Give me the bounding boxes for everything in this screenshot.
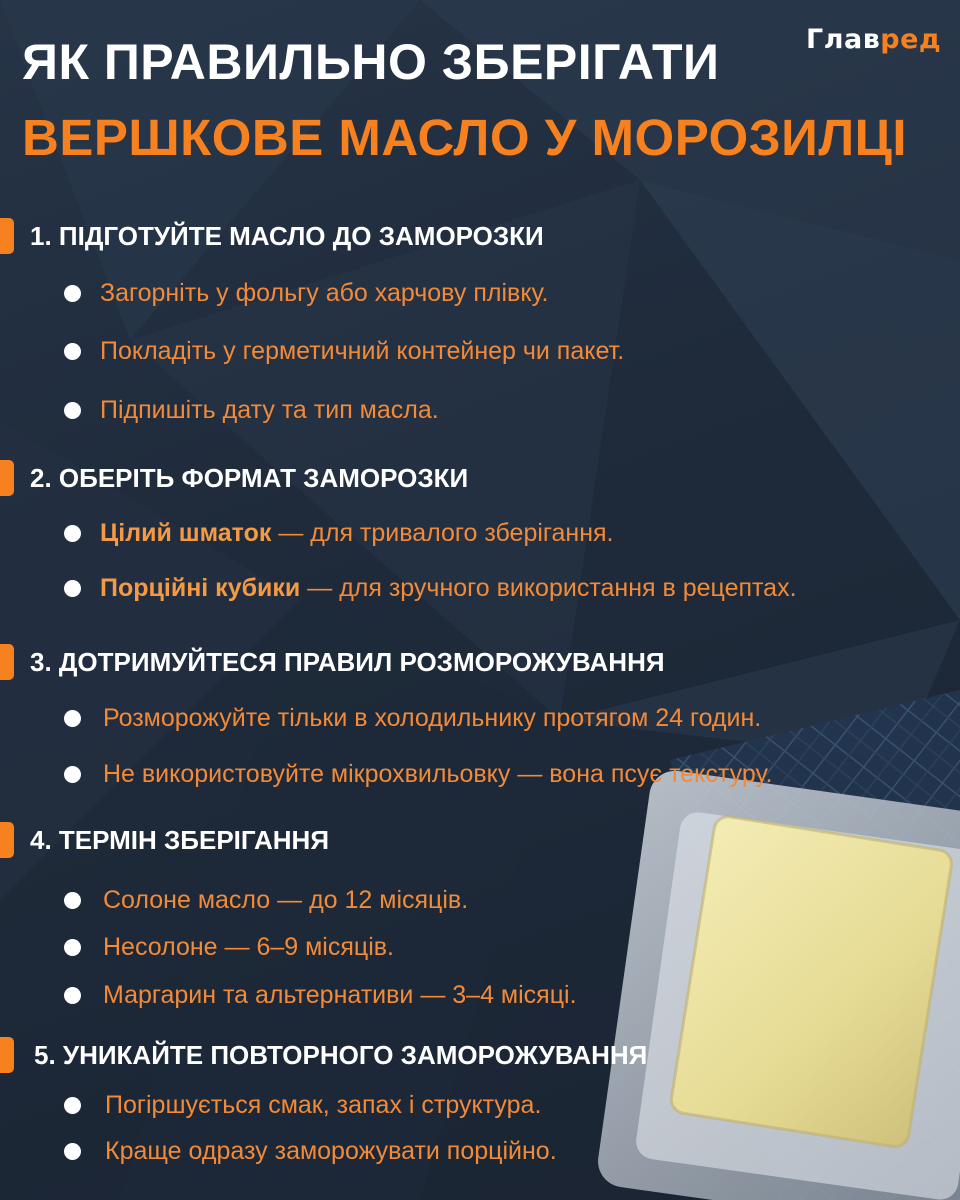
bullet-icon [64, 939, 81, 956]
section-heading: 2. ОБЕРІТЬ ФОРМАТ ЗАМОРОЗКИ [30, 463, 469, 493]
bullet-icon [64, 892, 81, 909]
list-item-text [100, 571, 797, 605]
list-item-text: Не використовуйте мікрохвильовку — вона псує текстуру. [103, 760, 773, 788]
logo-part-orange: ред [880, 24, 942, 55]
section-heading: 3. ДОТРИМУЙТЕСЯ ПРАВИЛ РОЗМОРОЖУВАННЯ [30, 647, 665, 677]
list-item-rest: — для зручного використання в рецептах. [300, 574, 797, 602]
logo-part-white: Глав [806, 24, 881, 55]
bullet-icon [64, 987, 81, 1004]
list-item-text: Розморожуйте тільки в холодильнику протягом 24 годин. [103, 704, 762, 732]
bullet-icon [64, 1097, 81, 1114]
list-item-rest: — для тривалого зберігання. [271, 519, 614, 547]
bullet-icon [64, 525, 81, 542]
list-item-text: Краще одразу заморожувати порційно. [105, 1137, 557, 1165]
section-accent-bar [0, 644, 14, 680]
list-item-text [100, 516, 614, 550]
bullet-icon [64, 710, 81, 727]
list-item-text: Погіршується смак, запах і структура. [105, 1091, 542, 1119]
section-accent-bar [0, 1037, 14, 1073]
bullet-icon [64, 402, 81, 419]
butter-block [669, 815, 953, 1149]
bullet-icon [64, 766, 81, 783]
section-accent-bar [0, 460, 14, 496]
title-line-2: ВЕРШКОВЕ МАСЛО У МОРОЗИЛЦІ [22, 109, 908, 166]
section-heading: 4. ТЕРМІН ЗБЕРІГАННЯ [30, 825, 330, 855]
list-item-text: Загорніть у фольгу або харчову плівку. [100, 279, 549, 307]
list-item-emphasis: Порційні кубики [100, 574, 301, 602]
title-line-1: ЯК ПРАВИЛЬНО ЗБЕРІГАТИ [22, 34, 720, 90]
list-item-text: Несолоне — 6–9 місяців. [103, 933, 395, 961]
bullet-icon [64, 343, 81, 360]
section-accent-bar [0, 822, 14, 858]
list-item-text: Солоне масло — до 12 місяців. [103, 886, 469, 914]
bullet-icon [64, 285, 81, 302]
list-item-emphasis: Цілий шматок [100, 519, 272, 547]
list-item-text: Покладіть у герметичний контейнер чи пакет. [100, 337, 625, 365]
section-heading: 1. ПІДГОТУЙТЕ МАСЛО ДО ЗАМОРОЗКИ [30, 221, 544, 251]
list-item-text: Маргарин та альтернативи — 3–4 місяці. [103, 981, 577, 1009]
section-accent-bar [0, 218, 14, 254]
bullet-icon [64, 1143, 81, 1160]
list-item-text: Підпишіть дату та тип масла. [100, 396, 439, 424]
glavred-logo [806, 24, 941, 55]
bullet-icon [64, 580, 81, 597]
section-heading: 5. УНИКАЙТЕ ПОВТОРНОГО ЗАМОРОЖУВАННЯ [34, 1040, 648, 1070]
